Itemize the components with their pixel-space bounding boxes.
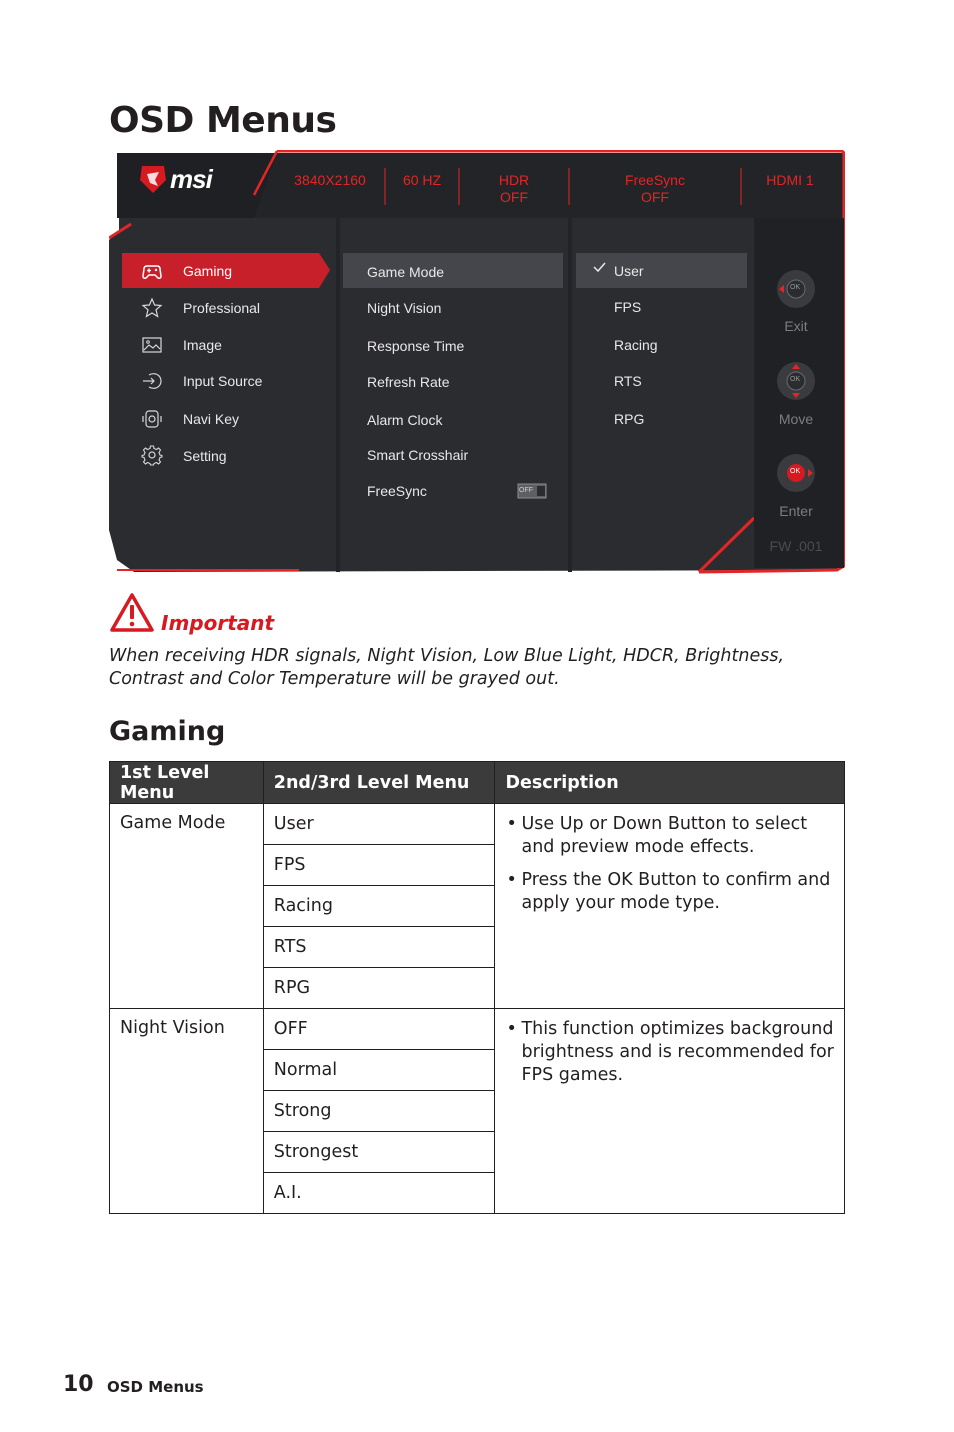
status-hdr: HDR OFF (498, 172, 530, 205)
freesync-toggle[interactable]: OFF (519, 487, 533, 494)
enter-ok-label: OK (790, 468, 801, 475)
page-number: 10 (63, 1372, 94, 1397)
main-menu-setting[interactable]: Setting (183, 448, 227, 464)
option-cell: OFF (263, 1009, 495, 1050)
msi-logo: msi (170, 164, 212, 194)
exit-label: Exit (784, 318, 808, 334)
navi-key-icon (141, 408, 163, 430)
status-freesync: FreeSync OFF (625, 172, 685, 205)
image-icon (141, 334, 163, 356)
sub-menu-freesync[interactable]: FreeSync (367, 483, 427, 499)
option-cell: Normal (263, 1050, 495, 1091)
description-item: • Press the OK Button to confirm and apply your mode type. (521, 869, 834, 915)
description-item: • Use Up or Down Button to select and preview mode effects. (521, 813, 834, 859)
input-icon (141, 370, 163, 392)
important-title: Important (161, 611, 275, 635)
option-cell: A.I. (263, 1173, 495, 1214)
description-item: • This function optimizes background brightness and is recommended for FPS games. (521, 1018, 834, 1087)
table-row (110, 804, 845, 845)
option-cell: Strongest (263, 1132, 495, 1173)
sub-menu-refresh-rate[interactable]: Refresh Rate (367, 374, 450, 390)
osd-frame (109, 150, 845, 574)
move-label: Move (778, 411, 814, 427)
footer-label: OSD Menus (107, 1378, 204, 1396)
exit-ok-label: OK (790, 284, 801, 291)
sub-menu-response-time[interactable]: Response Time (367, 338, 465, 354)
enter-label: Enter (779, 503, 813, 519)
star-icon (141, 297, 163, 319)
option-fps[interactable]: FPS (614, 299, 642, 315)
osd-screenshot (109, 150, 845, 574)
option-cell: Strong (263, 1091, 495, 1132)
warning-icon (109, 592, 155, 634)
option-racing[interactable]: Racing (614, 337, 658, 353)
page-title: OSD Menus (109, 100, 337, 141)
section-title: Gaming (109, 716, 226, 747)
status-refresh: 60 HZ (402, 172, 442, 188)
status-input: HDMI 1 (766, 172, 814, 188)
gamepad-icon (141, 261, 163, 283)
firmware-label: FW .001 (769, 538, 823, 554)
gaming-menu-table (109, 761, 845, 1214)
main-menu-image[interactable]: Image (183, 337, 222, 353)
header-second-level: 2nd/3rd Level Menu (263, 762, 495, 804)
option-cell: FPS (263, 845, 495, 886)
important-text: When receiving HDR signals, Night Vision, Low Blue Light, HDCR, Brightness, Contrast and Color Temperature will be grayed out. (109, 646, 785, 689)
option-cell: RPG (263, 968, 495, 1009)
main-menu-input-source[interactable]: Input Source (183, 373, 263, 389)
main-menu-professional[interactable]: Professional (183, 300, 261, 316)
gear-icon (141, 444, 163, 466)
option-cell: Racing (263, 886, 495, 927)
sub-menu-night-vision[interactable]: Night Vision (367, 300, 442, 316)
main-menu-gaming[interactable]: Gaming (183, 263, 233, 279)
option-rpg[interactable]: RPG (614, 411, 645, 427)
main-menu-navi-key[interactable]: Navi Key (183, 411, 240, 427)
first-level-cell: Night Vision (110, 1009, 264, 1214)
description-cell (495, 1009, 845, 1214)
move-ok-label: OK (790, 376, 801, 383)
header-description: Description (495, 762, 845, 804)
sub-menu-game-mode[interactable]: Game Mode (367, 264, 445, 280)
table-header-row (110, 762, 845, 804)
header-first-level: 1st Level Menu (110, 762, 264, 804)
sub-menu-smart-crosshair[interactable]: Smart Crosshair (367, 447, 469, 463)
option-user[interactable]: User (614, 263, 644, 279)
description-cell (495, 804, 845, 1009)
option-cell: User (263, 804, 495, 845)
status-resolution: 3840X2160 (294, 172, 366, 188)
option-rts[interactable]: RTS (614, 373, 642, 389)
option-cell: RTS (263, 927, 495, 968)
first-level-cell: Game Mode (110, 804, 264, 1009)
table-row (110, 1009, 845, 1050)
sub-menu-alarm-clock[interactable]: Alarm Clock (367, 412, 443, 428)
